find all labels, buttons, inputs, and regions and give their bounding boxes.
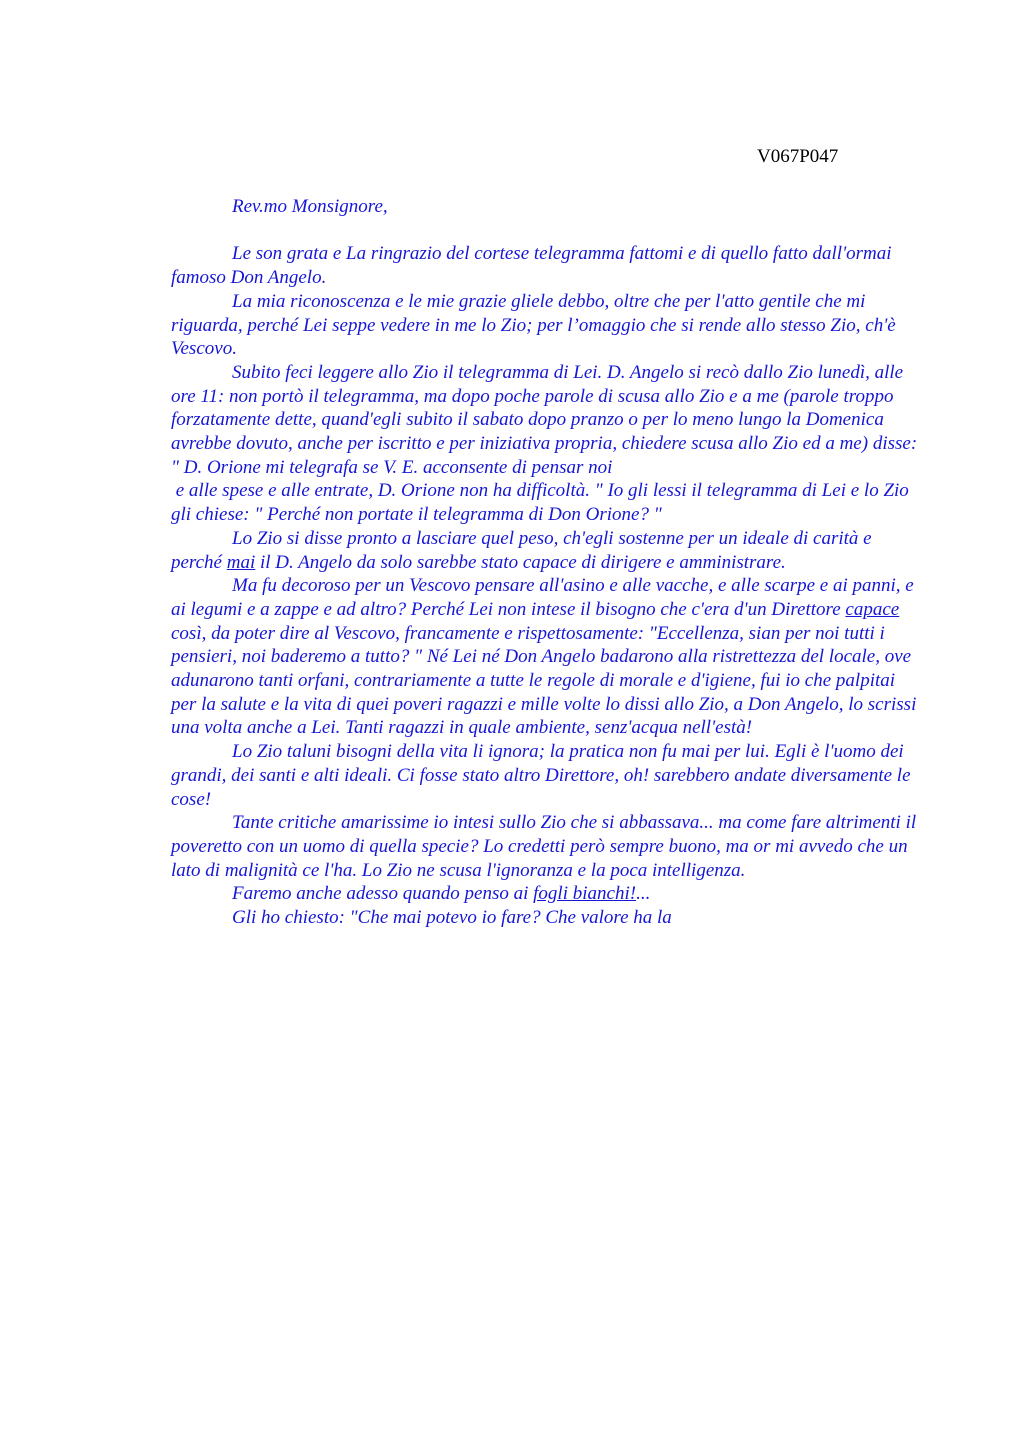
- paragraph-9-text-a: Faremo anche adesso quando penso ai: [232, 883, 534, 905]
- page-code: V067P047: [757, 146, 839, 167]
- underlined-word-capace: capace: [845, 598, 900, 620]
- paragraph-6-text-a: Ma fu decoroso per un Vescovo pensare all'asino e alle vacche, e alle scarpe e ai panni, e ai legumi e a zappe e ad altro? Perché Lei non intese il bisogno che c'era d'un Direttore: [171, 575, 914, 620]
- paragraph-2: La mia riconoscenza e le mie grazie gliele debbo, oltre che per l'atto gentile che mi riguarda, perché Lei seppe vedere in me lo Zio; per l’omaggio che si rende allo stesso Zio, ch'è Vescovo.: [171, 290, 896, 360]
- paragraph-5-text-a: Lo Zio si disse pronto a lasciare quel peso, ch'egli sostenne per un ideale di carità e perché: [171, 527, 872, 573]
- paragraph-4-text: e alle spese e alle entrate, D. Orione non ha difficoltà. " Io gli lessi il telegramma di Lei e lo Zio gli chiese: " Perché non portate il telegramma di Don Orione? ": [171, 480, 909, 526]
- paragraph-6-text-b: così, da poter dire al Vescovo, francamente e rispettosamente: "Eccellenza, sian per noi tutti i pensieri, noi baderemo a tutto? " Né Lei né Don Angelo badarono alla ristrettezza del locale, ove adunarono tanti orfani, contrariamente a tutte le regole di morale e d'igiene, fui io che palpitai per la salute e la vita di quei poveri ragazzi e mille volte lo dissi allo Zio, a Don Angelo, lo scrissi una volta anche a Lei. Tanti ragazzi in quale ambiente, senz'acqua nell'està!: [171, 622, 917, 739]
- paragraph-1: Le son grata e La ringrazio del cortese telegramma fattomi e di quello fatto dall'ormai famoso Don Angelo.: [171, 243, 892, 289]
- paragraph-9-text-b: ...: [636, 883, 651, 905]
- paragraph-9: [171, 882, 923, 906]
- underlined-phrase-fogli-bianchi: fogli bianchi!: [533, 883, 637, 905]
- paragraph-5-text-b: il D. Angelo da solo sarebbe stato capace di dirigere e amministrare.: [255, 551, 786, 573]
- letter-body: [171, 195, 923, 930]
- salutation: Rev.mo Monsignore,: [232, 196, 388, 217]
- paragraph-7: Lo Zio taluni bisogni della vita li ignora; la pratica non fu mai per lui. Egli è l'uomo dei grandi, dei santi e alti ideali. Ci fosse stato altro Direttore, oh! sarebbero andate diversamente le cose!: [171, 741, 911, 810]
- paragraph-10: Gli ho chiesto: "Che mai potevo io fare? Che valore ha la: [232, 907, 672, 929]
- paragraph-3: Subito feci leggere allo Zio il telegramma di Lei. D. Angelo si recò dallo Zio lunedì, alle ore 11: non portò il telegramma, ma dopo poche parole di scusa allo Zio e a me (parole troppo forzatamente dette, quand'egli subito il sabato dopo pranzo o per lo meno lungo la Domenica avrebbe dovuto, anche per iscritto e per iniziativa propria, chiedere scusa allo Zio ed a me) disse: " D. Orione mi telegrafa se V. E. acconsente di pensar noi: [171, 361, 918, 478]
- paragraph-5: [171, 527, 923, 574]
- underlined-word-mai: mai: [226, 551, 256, 573]
- paragraph-8: Tante critiche amarissime io intesi sullo Zio che si abbassava... ma come fare altrimenti il poveretto con un uomo di quella specie? Lo credetti però sempre buono, ma or mi avvedo che un lato di malignità ce l'ha. Lo Zio ne scusa l'ignoranza e la poca intelligenza.: [171, 812, 917, 881]
- paragraph-6: [171, 574, 923, 740]
- paragraph-4: [171, 479, 923, 526]
